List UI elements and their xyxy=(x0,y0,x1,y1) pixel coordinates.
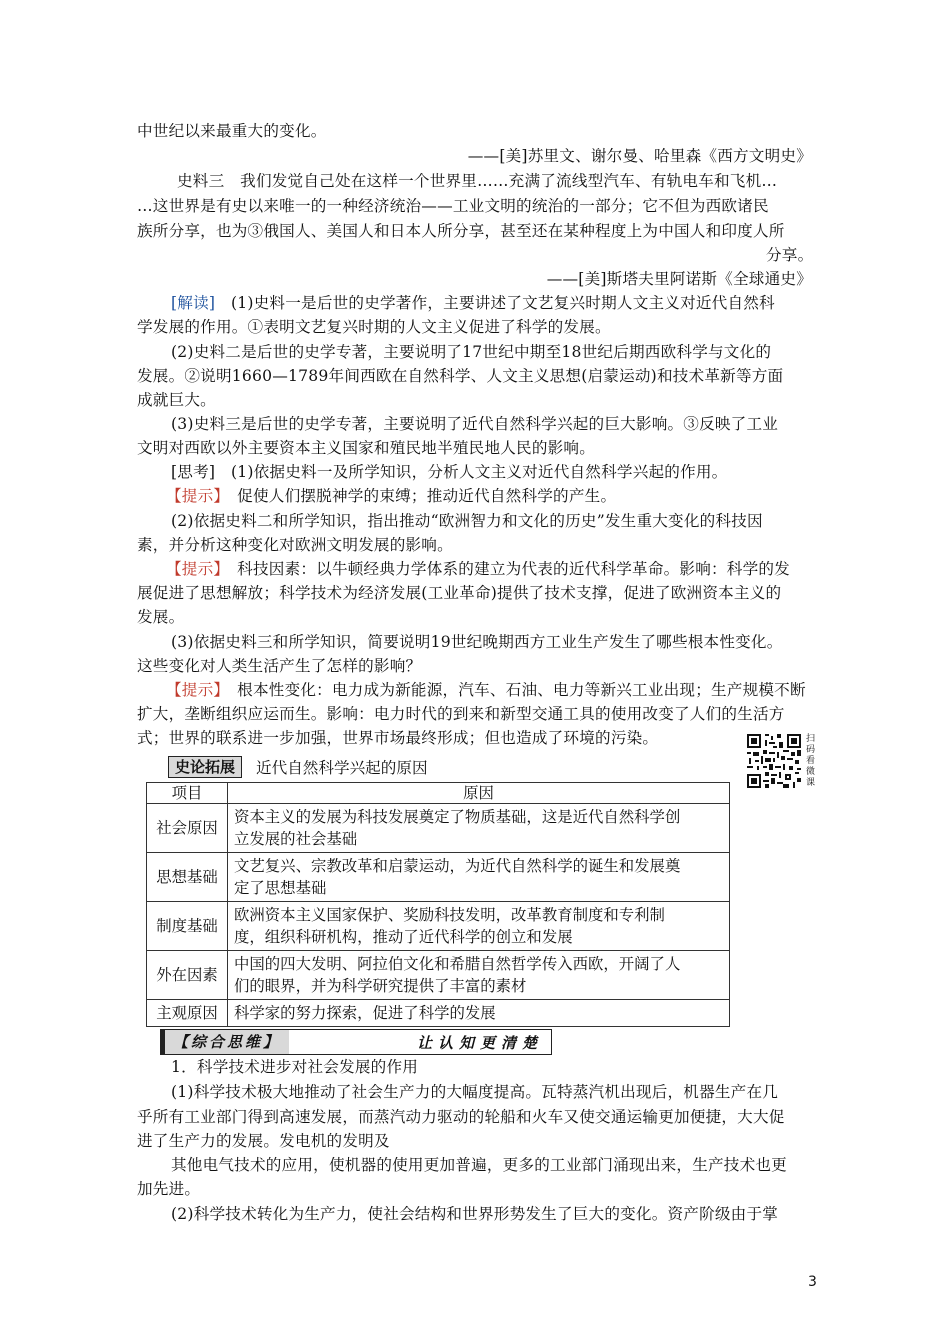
sikao-line: 这些变化对人类生活产生了怎样的影响？ xyxy=(137,657,422,675)
hint-line: 展促进了思想解放；科学技术为经济发展(工业革命)提供了技术支撑，促进了欧洲资本主义的 xyxy=(137,584,782,602)
jiedu-line: 发展。②说明1660—1789年间西欧在自然科学、人文主义思想(启蒙运动)和技术革新等方面 xyxy=(137,367,784,385)
hint-line: 发展。 xyxy=(137,608,185,626)
text-line: 史料三 我们发觉自己处在这样一个世界里……充满了流线型汽车、有轨电车和飞机… xyxy=(177,172,778,190)
text-line: 中世纪以来最重大的变化。 xyxy=(137,122,327,140)
jiedu-line: 文明对西欧以外主要资本主义国家和殖民地半殖民地人民的影响。 xyxy=(137,439,596,457)
table-cell-reason xyxy=(228,951,730,1000)
hint-text: 科技因素：以牛顿经典力学体系的建立为代表的近代科学革命。影响：科学的发 xyxy=(221,560,790,578)
reason-text: 定了思想基础 xyxy=(234,879,327,897)
jiedu-line: 成就巨大。 xyxy=(137,391,216,409)
table-row xyxy=(147,1000,730,1027)
qr-code-icon[interactable] xyxy=(747,734,801,788)
hint-tag: 【提示】 xyxy=(166,560,222,578)
sikao-line: (2)依据史料二和所学知识，指出推动“欧洲智力和文化的历史”发生重大变化的科技因 xyxy=(171,512,763,530)
hint-tag: 【提示】 xyxy=(166,681,222,699)
hint-line xyxy=(166,485,616,507)
hint-line: 扩大，垄断组织应运而生。影响：电力时代的到来和新型交通工具的使用改变了人们的生活方 xyxy=(137,705,785,723)
table-cell-item: 外在因素 xyxy=(147,951,228,1000)
zonghe-tag: 【综合思维】 xyxy=(165,1030,289,1054)
reason-text: 科学家的努力探索，促进了科学的发展 xyxy=(234,1004,496,1022)
table-row xyxy=(147,853,730,902)
table-cell-reason xyxy=(228,804,730,853)
body-line: 其他电气技术的应用，使机器的使用更加普遍，更多的工业部门涌现出来，生产技术也更 xyxy=(171,1156,787,1174)
hint-line xyxy=(166,679,806,701)
jiedu-line: 学发展的作用。①表明文艺复兴时期的人文主义促进了科学的发展。 xyxy=(137,318,611,336)
reason-text: 中国的四大发明、阿拉伯文化和希腊自然哲学传入西欧，开阔了人 xyxy=(234,955,681,973)
hint-text: 根本性变化：电力成为新能源，汽车、石油、电力等新兴工业出现；生产规模不断 xyxy=(221,681,806,699)
table-header-row xyxy=(147,783,730,804)
qr-caption: 扫码看微课 xyxy=(806,734,816,788)
shilun-heading xyxy=(168,755,428,779)
reasons-table xyxy=(146,782,730,1027)
sikao-line: (3)依据史料三和所学知识，简要说明19世纪晚期西方工业生产发生了哪些根本性变化。 xyxy=(171,633,783,651)
body-line: 加先进。 xyxy=(137,1180,201,1198)
body-line: 乎所有工业部门得到高速发展，而蒸汽动力驱动的轮船和火车又使交通运输更加便捷，大大促 xyxy=(137,1108,785,1126)
sikao-line xyxy=(171,461,727,483)
hint-line: 式；世界的联系进一步加强，世界市场最终形成；但也造成了环境的污染。 xyxy=(137,729,659,747)
table-cell-reason xyxy=(228,902,730,951)
jiedu-line: (3)史料三是后世的史学专著，主要说明了近代自然科学兴起的巨大影响。③反映了工业 xyxy=(171,415,779,433)
table-row xyxy=(147,951,730,1000)
hint-tag: 【提示】 xyxy=(166,487,222,505)
body-line: (1)科学技术极大地推动了社会生产力的大幅度提高。瓦特蒸汽机出现后，机器生产在几 xyxy=(171,1083,779,1101)
jiedu-tag: [解读] xyxy=(171,294,216,312)
text-line: 族所分享，也为③俄国人、美国人和日本人所分享，甚至还在某种程度上为中国人和印度人所 xyxy=(137,222,785,240)
sikao-question: (1)依据史料一及所学知识，分析人文主义对近代自然科学兴起的作用。 xyxy=(215,463,728,481)
table-cell-item: 制度基础 xyxy=(147,902,228,951)
page-number: 3 xyxy=(808,1274,817,1290)
jiedu-text: (1)史料一是后世的史学著作，主要讲述了文艺复兴时期人文主义对近代自然科 xyxy=(215,294,775,312)
reason-text: 立发展的社会基础 xyxy=(234,830,358,848)
text-line: …这世界是有史以来唯一的一种经济统治——工业文明的统治的一部分；它不但为西欧诸民 xyxy=(137,197,769,215)
table-row xyxy=(147,902,730,951)
shilun-title: 近代自然科学兴起的原因 xyxy=(256,759,428,777)
reason-text: 文艺复兴、宗教改革和启蒙运动，为近代自然科学的诞生和发展奠 xyxy=(234,857,681,875)
section-heading: 1．科学技术进步对社会发展的作用 xyxy=(171,1058,419,1076)
shilun-tag: 史论拓展 xyxy=(168,756,242,778)
zonghe-slogan: 让认知更清楚 xyxy=(416,1033,543,1052)
table-cell-reason xyxy=(228,1000,730,1027)
table-header: 原因 xyxy=(228,783,730,804)
reason-text: 欧洲资本主义国家保护、奖励科技发明，改革教育制度和专利制 xyxy=(234,906,665,924)
citation: ——[美]斯塔夫里阿诺斯《全球通史》 xyxy=(546,270,812,288)
jiedu-line xyxy=(171,292,775,314)
sikao-tag: [思考] xyxy=(171,463,216,481)
body-line: 进了生产力的发展。发电机的发明及 xyxy=(137,1132,390,1150)
table-cell-reason xyxy=(228,853,730,902)
table-cell-item: 社会原因 xyxy=(147,804,228,853)
reason-text: 们的眼界，并为科学研究提供了丰富的素材 xyxy=(234,977,527,995)
citation: ——[美]苏里文、谢尔曼、哈里森《西方文明史》 xyxy=(467,147,812,165)
body-line: (2)科学技术转化为生产力，使社会结构和世界形势发生了巨大的变化。资产阶级由于掌 xyxy=(171,1205,779,1223)
text-line: 分享。 xyxy=(766,246,814,264)
reason-text: 资本主义的发展为科技发展奠定了物质基础，这是近代自然科学创 xyxy=(234,808,681,826)
hint-line xyxy=(166,558,790,580)
reason-text: 度，组织科研机构，推动了近代科学的创立和发展 xyxy=(234,928,573,946)
table-cell-item: 主观原因 xyxy=(147,1000,228,1027)
sikao-line: 素，并分析这种变化对欧洲文明发展的影响。 xyxy=(137,536,453,554)
jiedu-line: (2)史料二是后世的史学专著，主要说明了17世纪中期至18世纪后期西欧科学与文化的 xyxy=(171,343,772,361)
zonghe-banner xyxy=(160,1029,552,1055)
table-row xyxy=(147,804,730,853)
hint-text: 促使人们摆脱神学的束缚；推动近代自然科学的产生。 xyxy=(221,487,617,505)
table-header: 项目 xyxy=(147,783,228,804)
table-cell-item: 思想基础 xyxy=(147,853,228,902)
